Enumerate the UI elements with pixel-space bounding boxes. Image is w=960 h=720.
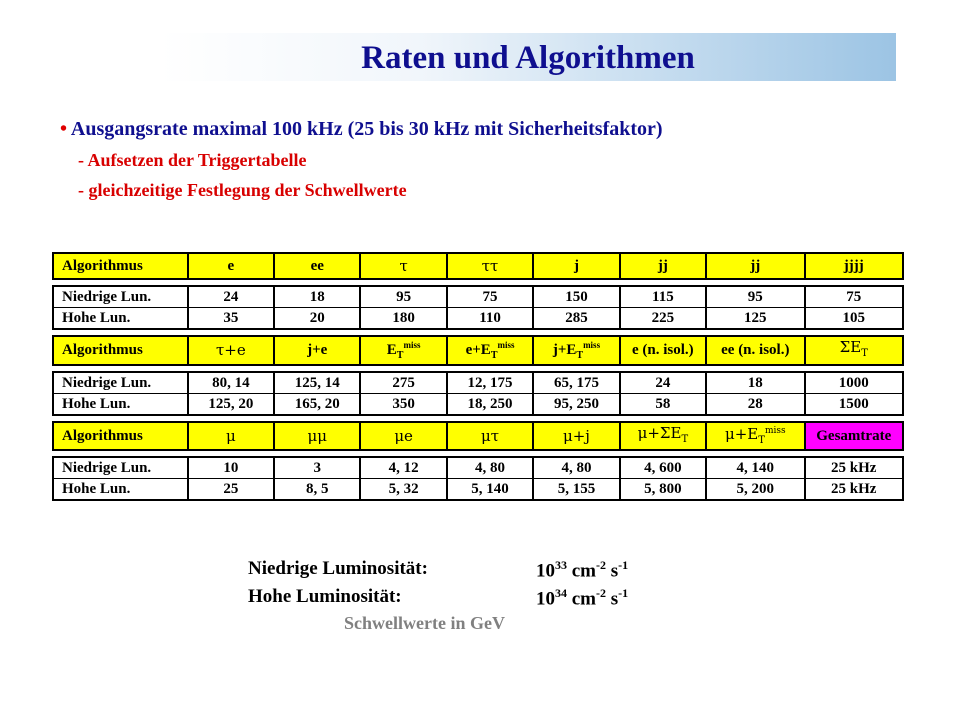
- header-cell: jj: [706, 253, 804, 279]
- sub-point-schwellwerte: - gleichzeitige Festlegung der Schwellwerte: [78, 180, 407, 200]
- table-row-niedrige-block3: [53, 457, 903, 479]
- luminosity-high-label: Hohe Luminosität:: [248, 586, 402, 607]
- header-cell: j+e: [274, 336, 360, 365]
- value-cell: 5, 32: [360, 479, 446, 501]
- header-cell: τ+e: [188, 336, 274, 365]
- value-cell: 5, 140: [447, 479, 533, 501]
- sub-point-triggertabelle: - Aufsetzen der Triggertabelle: [78, 150, 307, 170]
- value-cell: 18: [274, 286, 360, 308]
- value-cell: 3: [274, 457, 360, 479]
- value-cell: 125, 14: [274, 372, 360, 394]
- value-cell: 95, 250: [533, 394, 619, 416]
- value-cell: 165, 20: [274, 394, 360, 416]
- table-row-niedrige-block1: [53, 286, 903, 308]
- value-cell: 10: [188, 457, 274, 479]
- value-cell: 125: [706, 308, 804, 330]
- bullet-point: [60, 118, 663, 141]
- rates-table: [52, 252, 904, 501]
- header-cell: μ+j: [533, 422, 619, 450]
- value-cell: 24: [188, 286, 274, 308]
- header-row-block1: [53, 253, 903, 279]
- value-cell: 75: [447, 286, 533, 308]
- value-cell: 225: [620, 308, 706, 330]
- row-label-hohe: Hohe Lun.: [53, 308, 188, 330]
- value-cell: 95: [706, 286, 804, 308]
- value-cell: 5, 200: [706, 479, 804, 501]
- header-cell: $\mu+E_T^{miss}$: [706, 422, 804, 450]
- value-cell: 4, 600: [620, 457, 706, 479]
- value-cell: 58: [620, 394, 706, 416]
- bullet-dot-icon: •: [60, 118, 68, 140]
- bullet-text: Ausgangsrate maximal 100 kHz (25 bis 30 kHz mit Sicherheitsfaktor): [70, 118, 663, 140]
- header-cell: τ: [360, 253, 446, 279]
- header-cell: $\Sigma E_T$: [805, 336, 903, 365]
- header-cell: jj: [620, 253, 706, 279]
- value-cell: 4, 12: [360, 457, 446, 479]
- value-cell: 28: [706, 394, 804, 416]
- header-cell: e (n. isol.): [620, 336, 706, 365]
- value-cell: 25 kHz: [805, 457, 903, 479]
- luminosity-high-value: $10^{34}$ $cm^{-2}$ $s^{-1}$: [536, 586, 629, 610]
- value-cell: 95: [360, 286, 446, 308]
- header-cell: ee: [274, 253, 360, 279]
- value-cell: 5, 155: [533, 479, 619, 501]
- row-label-algorithmus: Algorithmus: [53, 253, 188, 279]
- header-cell: μ: [188, 422, 274, 450]
- row-label-algorithmus: Algorithmus: [53, 336, 188, 365]
- page-title: Raten und Algorithmen: [361, 40, 695, 76]
- value-cell: 20: [274, 308, 360, 330]
- header-row-block3: [53, 422, 903, 450]
- table-row-niedrige-block2: [53, 372, 903, 394]
- luminosity-low-value: $10^{33}$ $cm^{-2}$ $s^{-1}$: [536, 558, 629, 582]
- header-cell: μτ: [447, 422, 533, 450]
- value-cell: 65, 175: [533, 372, 619, 394]
- value-cell: 18, 250: [447, 394, 533, 416]
- value-cell: 25 kHz: [805, 479, 903, 501]
- value-cell: 5, 800: [620, 479, 706, 501]
- value-cell: 4, 80: [447, 457, 533, 479]
- header-cell: ee (n. isol.): [706, 336, 804, 365]
- header-row-block2: [53, 336, 903, 365]
- value-cell: 180: [360, 308, 446, 330]
- table-row-hohe-block2: [53, 394, 903, 416]
- header-cell: μe: [360, 422, 446, 450]
- header-cell: $E_T^{miss}$: [360, 336, 446, 365]
- value-cell: 125, 20: [188, 394, 274, 416]
- row-label-algorithmus: Algorithmus: [53, 422, 188, 450]
- value-cell: 35: [188, 308, 274, 330]
- value-cell: 115: [620, 286, 706, 308]
- header-cell: μμ: [274, 422, 360, 450]
- value-cell: 1000: [805, 372, 903, 394]
- value-cell: 12, 175: [447, 372, 533, 394]
- value-cell: 285: [533, 308, 619, 330]
- header-cell: e: [188, 253, 274, 279]
- value-cell: 110: [447, 308, 533, 330]
- row-label-hohe: Hohe Lun.: [53, 479, 188, 501]
- header-cell: $j+E_T^{miss}$: [533, 336, 619, 365]
- value-cell: 75: [805, 286, 903, 308]
- row-label-hohe: Hohe Lun.: [53, 394, 188, 416]
- header-cell: j: [533, 253, 619, 279]
- value-cell: 350: [360, 394, 446, 416]
- value-cell: 25: [188, 479, 274, 501]
- header-cell: ττ: [447, 253, 533, 279]
- value-cell: 8, 5: [274, 479, 360, 501]
- value-cell: 80, 14: [188, 372, 274, 394]
- value-cell: 275: [360, 372, 446, 394]
- header-cell: $e+E_T^{miss}$: [447, 336, 533, 365]
- value-cell: 1500: [805, 394, 903, 416]
- row-label-niedrige: Niedrige Lun.: [53, 286, 188, 308]
- value-cell: 4, 80: [533, 457, 619, 479]
- value-cell: 150: [533, 286, 619, 308]
- footnote: Schwellwerte in GeV: [344, 613, 505, 633]
- value-cell: 4, 140: [706, 457, 804, 479]
- gesamtrate-header-cell: Gesamtrate: [805, 422, 903, 450]
- value-cell: 18: [706, 372, 804, 394]
- header-cell: $\mu+\Sigma E_T$: [620, 422, 706, 450]
- row-label-niedrige: Niedrige Lun.: [53, 457, 188, 479]
- header-cell: jjjj: [805, 253, 903, 279]
- value-cell: 24: [620, 372, 706, 394]
- luminosity-low-label: Niedrige Luminosität:: [248, 558, 428, 579]
- table-row-hohe-block1: [53, 308, 903, 330]
- value-cell: 105: [805, 308, 903, 330]
- table-row-hohe-block3: [53, 479, 903, 501]
- row-label-niedrige: Niedrige Lun.: [53, 372, 188, 394]
